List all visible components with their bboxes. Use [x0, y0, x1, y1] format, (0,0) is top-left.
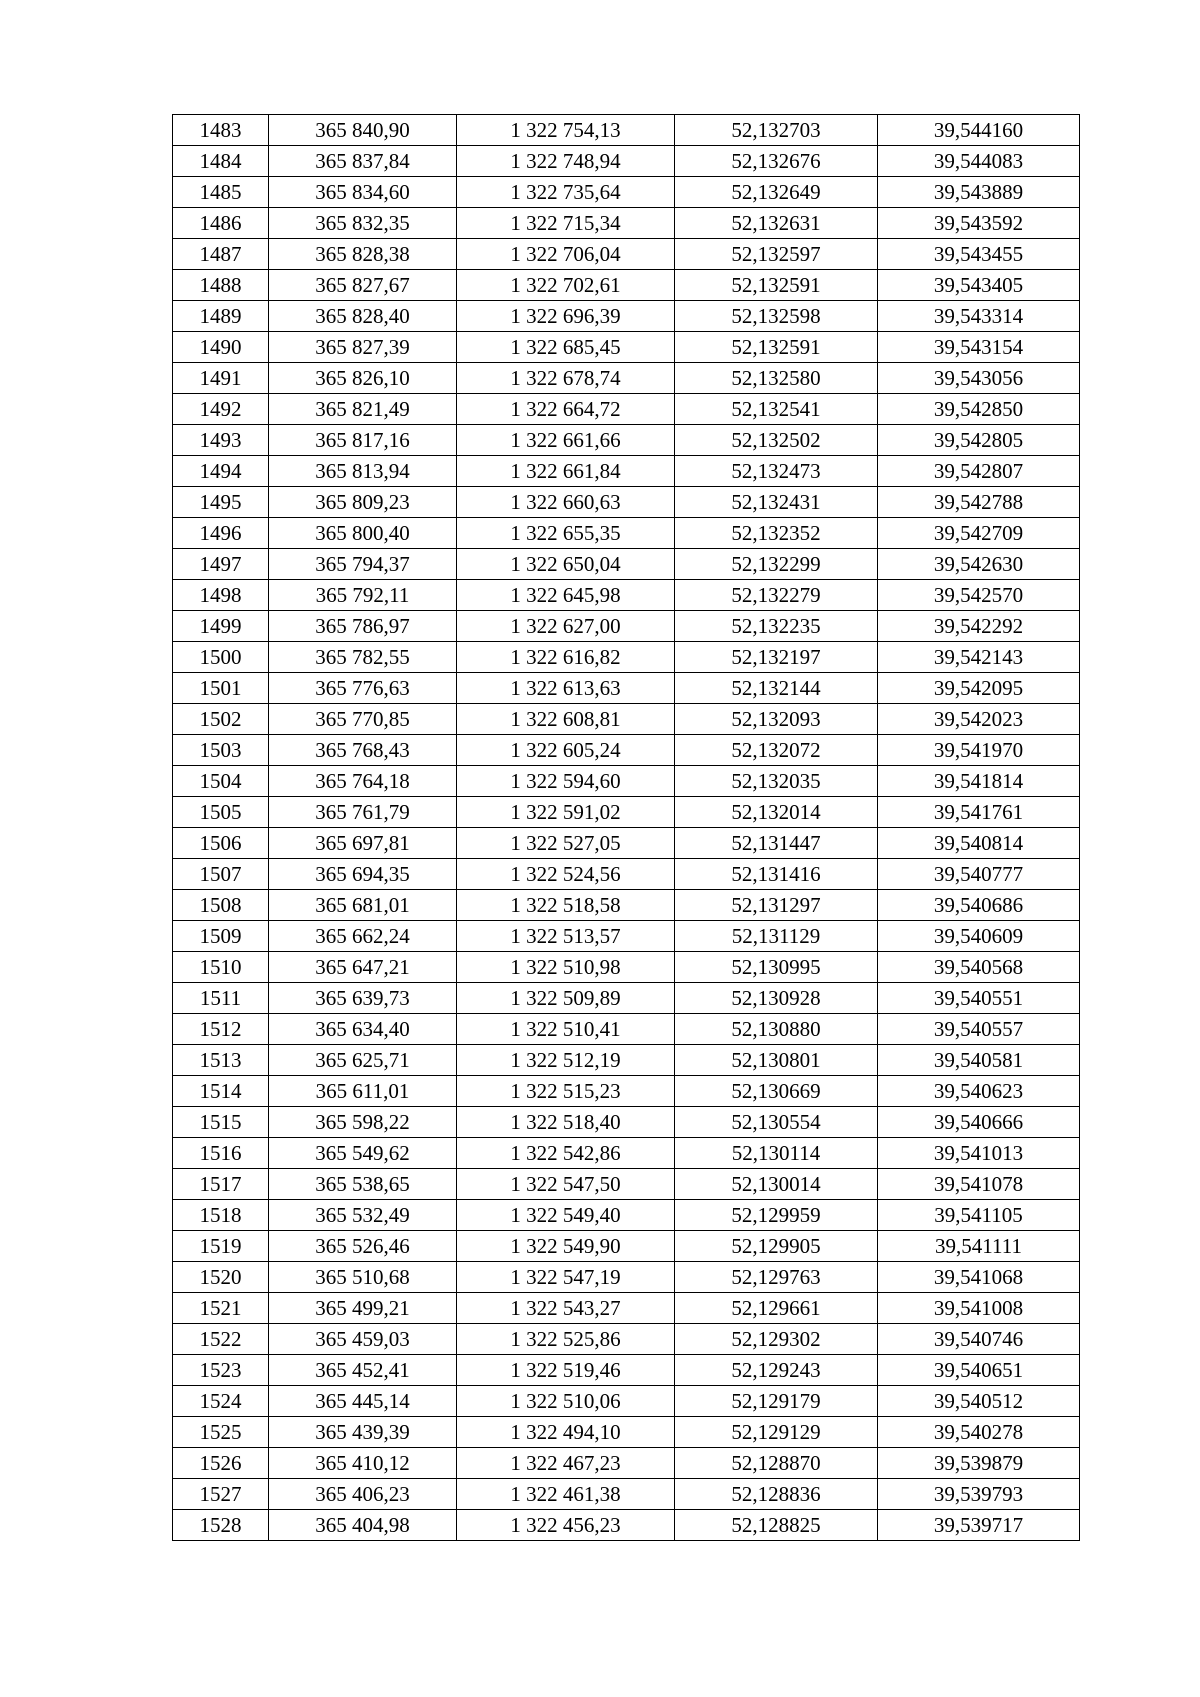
- y-coordinate-cell: 1 322 527,05: [457, 828, 675, 859]
- table-row: [173, 177, 1080, 208]
- longitude-cell: 39,540557: [878, 1014, 1080, 1045]
- longitude-cell: 39,542788: [878, 487, 1080, 518]
- y-coordinate-cell: 1 322 542,86: [457, 1138, 675, 1169]
- y-coordinate-cell: 1 322 608,81: [457, 704, 675, 735]
- longitude-cell: 39,540568: [878, 952, 1080, 983]
- longitude-cell: 39,540623: [878, 1076, 1080, 1107]
- latitude-cell: 52,129905: [675, 1231, 878, 1262]
- longitude-cell: 39,540512: [878, 1386, 1080, 1417]
- longitude-cell: 39,542850: [878, 394, 1080, 425]
- x-coordinate-cell: 365 813,94: [269, 456, 457, 487]
- x-coordinate-cell: 365 549,62: [269, 1138, 457, 1169]
- y-coordinate-cell: 1 322 513,57: [457, 921, 675, 952]
- y-coordinate-cell: 1 322 696,39: [457, 301, 675, 332]
- point-number-cell: 1507: [173, 859, 269, 890]
- y-coordinate-cell: 1 322 518,58: [457, 890, 675, 921]
- point-number-cell: 1483: [173, 115, 269, 146]
- longitude-cell: 39,543592: [878, 208, 1080, 239]
- y-coordinate-cell: 1 322 655,35: [457, 518, 675, 549]
- y-coordinate-cell: 1 322 525,86: [457, 1324, 675, 1355]
- longitude-cell: 39,540581: [878, 1045, 1080, 1076]
- x-coordinate-cell: 365 761,79: [269, 797, 457, 828]
- table-row: [173, 456, 1080, 487]
- table-row: [173, 239, 1080, 270]
- table-row: [173, 1448, 1080, 1479]
- y-coordinate-cell: 1 322 650,04: [457, 549, 675, 580]
- point-number-cell: 1488: [173, 270, 269, 301]
- table-row: [173, 487, 1080, 518]
- longitude-cell: 39,541814: [878, 766, 1080, 797]
- latitude-cell: 52,130669: [675, 1076, 878, 1107]
- point-number-cell: 1492: [173, 394, 269, 425]
- latitude-cell: 52,131129: [675, 921, 878, 952]
- table-row: [173, 301, 1080, 332]
- latitude-cell: 52,131447: [675, 828, 878, 859]
- point-number-cell: 1513: [173, 1045, 269, 1076]
- point-number-cell: 1512: [173, 1014, 269, 1045]
- point-number-cell: 1504: [173, 766, 269, 797]
- x-coordinate-cell: 365 406,23: [269, 1479, 457, 1510]
- latitude-cell: 52,129302: [675, 1324, 878, 1355]
- y-coordinate-cell: 1 322 543,27: [457, 1293, 675, 1324]
- y-coordinate-cell: 1 322 512,19: [457, 1045, 675, 1076]
- x-coordinate-cell: 365 770,85: [269, 704, 457, 735]
- x-coordinate-cell: 365 510,68: [269, 1262, 457, 1293]
- latitude-cell: 52,132144: [675, 673, 878, 704]
- table-row: [173, 580, 1080, 611]
- table-row: [173, 1262, 1080, 1293]
- longitude-cell: 39,540551: [878, 983, 1080, 1014]
- table-row: [173, 704, 1080, 735]
- longitude-cell: 39,541078: [878, 1169, 1080, 1200]
- x-coordinate-cell: 365 840,90: [269, 115, 457, 146]
- longitude-cell: 39,540609: [878, 921, 1080, 952]
- x-coordinate-cell: 365 786,97: [269, 611, 457, 642]
- point-number-cell: 1487: [173, 239, 269, 270]
- table-row: [173, 766, 1080, 797]
- point-number-cell: 1490: [173, 332, 269, 363]
- longitude-cell: 39,541761: [878, 797, 1080, 828]
- x-coordinate-cell: 365 445,14: [269, 1386, 457, 1417]
- table-row: [173, 394, 1080, 425]
- latitude-cell: 52,132597: [675, 239, 878, 270]
- point-number-cell: 1517: [173, 1169, 269, 1200]
- y-coordinate-cell: 1 322 515,23: [457, 1076, 675, 1107]
- latitude-cell: 52,132598: [675, 301, 878, 332]
- y-coordinate-cell: 1 322 748,94: [457, 146, 675, 177]
- y-coordinate-cell: 1 322 678,74: [457, 363, 675, 394]
- latitude-cell: 52,130995: [675, 952, 878, 983]
- y-coordinate-cell: 1 322 549,90: [457, 1231, 675, 1262]
- longitude-cell: 39,544083: [878, 146, 1080, 177]
- x-coordinate-cell: 365 800,40: [269, 518, 457, 549]
- latitude-cell: 52,130014: [675, 1169, 878, 1200]
- table-row: [173, 146, 1080, 177]
- latitude-cell: 52,132703: [675, 115, 878, 146]
- point-number-cell: 1516: [173, 1138, 269, 1169]
- longitude-cell: 39,542292: [878, 611, 1080, 642]
- point-number-cell: 1528: [173, 1510, 269, 1541]
- latitude-cell: 52,129661: [675, 1293, 878, 1324]
- longitude-cell: 39,542143: [878, 642, 1080, 673]
- latitude-cell: 52,132591: [675, 270, 878, 301]
- x-coordinate-cell: 365 681,01: [269, 890, 457, 921]
- longitude-cell: 39,541068: [878, 1262, 1080, 1293]
- table-row: [173, 1169, 1080, 1200]
- x-coordinate-cell: 365 598,22: [269, 1107, 457, 1138]
- longitude-cell: 39,543455: [878, 239, 1080, 270]
- point-number-cell: 1491: [173, 363, 269, 394]
- point-number-cell: 1522: [173, 1324, 269, 1355]
- x-coordinate-cell: 365 499,21: [269, 1293, 457, 1324]
- point-number-cell: 1501: [173, 673, 269, 704]
- x-coordinate-cell: 365 410,12: [269, 1448, 457, 1479]
- longitude-cell: 39,540814: [878, 828, 1080, 859]
- y-coordinate-cell: 1 322 664,72: [457, 394, 675, 425]
- point-number-cell: 1527: [173, 1479, 269, 1510]
- table-row: [173, 1510, 1080, 1541]
- point-number-cell: 1524: [173, 1386, 269, 1417]
- latitude-cell: 52,132676: [675, 146, 878, 177]
- point-number-cell: 1506: [173, 828, 269, 859]
- point-number-cell: 1499: [173, 611, 269, 642]
- y-coordinate-cell: 1 322 735,64: [457, 177, 675, 208]
- latitude-cell: 52,132093: [675, 704, 878, 735]
- latitude-cell: 52,132072: [675, 735, 878, 766]
- y-coordinate-cell: 1 322 594,60: [457, 766, 675, 797]
- longitude-cell: 39,539717: [878, 1510, 1080, 1541]
- point-number-cell: 1518: [173, 1200, 269, 1231]
- longitude-cell: 39,542023: [878, 704, 1080, 735]
- table-row: [173, 1355, 1080, 1386]
- y-coordinate-cell: 1 322 706,04: [457, 239, 675, 270]
- point-number-cell: 1500: [173, 642, 269, 673]
- point-number-cell: 1509: [173, 921, 269, 952]
- longitude-cell: 39,540746: [878, 1324, 1080, 1355]
- x-coordinate-cell: 365 697,81: [269, 828, 457, 859]
- point-number-cell: 1521: [173, 1293, 269, 1324]
- table-row: [173, 1231, 1080, 1262]
- longitude-cell: 39,540666: [878, 1107, 1080, 1138]
- point-number-cell: 1494: [173, 456, 269, 487]
- table-row: [173, 549, 1080, 580]
- point-number-cell: 1486: [173, 208, 269, 239]
- x-coordinate-cell: 365 809,23: [269, 487, 457, 518]
- point-number-cell: 1484: [173, 146, 269, 177]
- y-coordinate-cell: 1 322 519,46: [457, 1355, 675, 1386]
- table-row: [173, 1417, 1080, 1448]
- table-row: [173, 115, 1080, 146]
- y-coordinate-cell: 1 322 510,41: [457, 1014, 675, 1045]
- latitude-cell: 52,129129: [675, 1417, 878, 1448]
- latitude-cell: 52,132299: [675, 549, 878, 580]
- latitude-cell: 52,128870: [675, 1448, 878, 1479]
- table-row: [173, 363, 1080, 394]
- latitude-cell: 52,130928: [675, 983, 878, 1014]
- table-row: [173, 673, 1080, 704]
- table-row: [173, 859, 1080, 890]
- longitude-cell: 39,542807: [878, 456, 1080, 487]
- x-coordinate-cell: 365 782,55: [269, 642, 457, 673]
- longitude-cell: 39,543314: [878, 301, 1080, 332]
- latitude-cell: 52,132473: [675, 456, 878, 487]
- x-coordinate-cell: 365 826,10: [269, 363, 457, 394]
- x-coordinate-cell: 365 827,39: [269, 332, 457, 363]
- latitude-cell: 52,132014: [675, 797, 878, 828]
- y-coordinate-cell: 1 322 645,98: [457, 580, 675, 611]
- y-coordinate-cell: 1 322 754,13: [457, 115, 675, 146]
- y-coordinate-cell: 1 322 616,82: [457, 642, 675, 673]
- x-coordinate-cell: 365 634,40: [269, 1014, 457, 1045]
- longitude-cell: 39,540278: [878, 1417, 1080, 1448]
- latitude-cell: 52,132502: [675, 425, 878, 456]
- x-coordinate-cell: 365 837,84: [269, 146, 457, 177]
- table-row: [173, 921, 1080, 952]
- y-coordinate-cell: 1 322 456,23: [457, 1510, 675, 1541]
- table-row: [173, 735, 1080, 766]
- longitude-cell: 39,541008: [878, 1293, 1080, 1324]
- longitude-cell: 39,542630: [878, 549, 1080, 580]
- y-coordinate-cell: 1 322 685,45: [457, 332, 675, 363]
- longitude-cell: 39,540686: [878, 890, 1080, 921]
- longitude-cell: 39,541013: [878, 1138, 1080, 1169]
- table-row: [173, 1138, 1080, 1169]
- table-row: [173, 1076, 1080, 1107]
- longitude-cell: 39,540777: [878, 859, 1080, 890]
- latitude-cell: 52,128825: [675, 1510, 878, 1541]
- table-row: [173, 1200, 1080, 1231]
- point-number-cell: 1511: [173, 983, 269, 1014]
- table-row: [173, 642, 1080, 673]
- point-number-cell: 1502: [173, 704, 269, 735]
- point-number-cell: 1510: [173, 952, 269, 983]
- longitude-cell: 39,540651: [878, 1355, 1080, 1386]
- table-row: [173, 1324, 1080, 1355]
- table-row: [173, 797, 1080, 828]
- point-number-cell: 1526: [173, 1448, 269, 1479]
- point-number-cell: 1496: [173, 518, 269, 549]
- latitude-cell: 52,129763: [675, 1262, 878, 1293]
- x-coordinate-cell: 365 764,18: [269, 766, 457, 797]
- point-number-cell: 1515: [173, 1107, 269, 1138]
- latitude-cell: 52,132580: [675, 363, 878, 394]
- table-row: [173, 828, 1080, 859]
- x-coordinate-cell: 365 832,35: [269, 208, 457, 239]
- longitude-cell: 39,541105: [878, 1200, 1080, 1231]
- y-coordinate-cell: 1 322 461,38: [457, 1479, 675, 1510]
- y-coordinate-cell: 1 322 591,02: [457, 797, 675, 828]
- y-coordinate-cell: 1 322 660,63: [457, 487, 675, 518]
- table-row: [173, 270, 1080, 301]
- table-row: [173, 952, 1080, 983]
- y-coordinate-cell: 1 322 518,40: [457, 1107, 675, 1138]
- point-number-cell: 1489: [173, 301, 269, 332]
- y-coordinate-cell: 1 322 524,56: [457, 859, 675, 890]
- latitude-cell: 52,132352: [675, 518, 878, 549]
- y-coordinate-cell: 1 322 467,23: [457, 1448, 675, 1479]
- latitude-cell: 52,132631: [675, 208, 878, 239]
- x-coordinate-cell: 365 776,63: [269, 673, 457, 704]
- table-row: [173, 983, 1080, 1014]
- x-coordinate-cell: 365 639,73: [269, 983, 457, 1014]
- table-row: [173, 1045, 1080, 1076]
- point-number-cell: 1497: [173, 549, 269, 580]
- y-coordinate-cell: 1 322 715,34: [457, 208, 675, 239]
- x-coordinate-cell: 365 768,43: [269, 735, 457, 766]
- latitude-cell: 52,132035: [675, 766, 878, 797]
- y-coordinate-cell: 1 322 510,98: [457, 952, 675, 983]
- latitude-cell: 52,132235: [675, 611, 878, 642]
- x-coordinate-cell: 365 834,60: [269, 177, 457, 208]
- longitude-cell: 39,543154: [878, 332, 1080, 363]
- y-coordinate-cell: 1 322 547,19: [457, 1262, 675, 1293]
- table-row: [173, 518, 1080, 549]
- table-row: [173, 611, 1080, 642]
- latitude-cell: 52,130880: [675, 1014, 878, 1045]
- table-row: [173, 890, 1080, 921]
- y-coordinate-cell: 1 322 547,50: [457, 1169, 675, 1200]
- point-number-cell: 1498: [173, 580, 269, 611]
- point-number-cell: 1495: [173, 487, 269, 518]
- latitude-cell: 52,128836: [675, 1479, 878, 1510]
- table-row: [173, 1107, 1080, 1138]
- latitude-cell: 52,132197: [675, 642, 878, 673]
- point-number-cell: 1485: [173, 177, 269, 208]
- latitude-cell: 52,132431: [675, 487, 878, 518]
- latitude-cell: 52,129179: [675, 1386, 878, 1417]
- longitude-cell: 39,544160: [878, 115, 1080, 146]
- y-coordinate-cell: 1 322 509,89: [457, 983, 675, 1014]
- y-coordinate-cell: 1 322 494,10: [457, 1417, 675, 1448]
- x-coordinate-cell: 365 828,40: [269, 301, 457, 332]
- x-coordinate-cell: 365 526,46: [269, 1231, 457, 1262]
- table-row: [173, 1479, 1080, 1510]
- longitude-cell: 39,542570: [878, 580, 1080, 611]
- x-coordinate-cell: 365 828,38: [269, 239, 457, 270]
- y-coordinate-cell: 1 322 661,84: [457, 456, 675, 487]
- x-coordinate-cell: 365 625,71: [269, 1045, 457, 1076]
- y-coordinate-cell: 1 322 605,24: [457, 735, 675, 766]
- x-coordinate-cell: 365 538,65: [269, 1169, 457, 1200]
- point-number-cell: 1523: [173, 1355, 269, 1386]
- x-coordinate-cell: 365 532,49: [269, 1200, 457, 1231]
- latitude-cell: 52,132649: [675, 177, 878, 208]
- y-coordinate-cell: 1 322 661,66: [457, 425, 675, 456]
- coordinates-table: [172, 114, 1080, 1541]
- y-coordinate-cell: 1 322 510,06: [457, 1386, 675, 1417]
- latitude-cell: 52,131297: [675, 890, 878, 921]
- table-row: [173, 332, 1080, 363]
- point-number-cell: 1520: [173, 1262, 269, 1293]
- x-coordinate-cell: 365 694,35: [269, 859, 457, 890]
- point-number-cell: 1505: [173, 797, 269, 828]
- table-row: [173, 425, 1080, 456]
- point-number-cell: 1519: [173, 1231, 269, 1262]
- point-number-cell: 1503: [173, 735, 269, 766]
- latitude-cell: 52,132591: [675, 332, 878, 363]
- x-coordinate-cell: 365 794,37: [269, 549, 457, 580]
- longitude-cell: 39,541111: [878, 1231, 1080, 1262]
- coordinates-table-body: [173, 115, 1080, 1541]
- latitude-cell: 52,130114: [675, 1138, 878, 1169]
- y-coordinate-cell: 1 322 549,40: [457, 1200, 675, 1231]
- longitude-cell: 39,542805: [878, 425, 1080, 456]
- longitude-cell: 39,539879: [878, 1448, 1080, 1479]
- x-coordinate-cell: 365 611,01: [269, 1076, 457, 1107]
- longitude-cell: 39,543405: [878, 270, 1080, 301]
- x-coordinate-cell: 365 647,21: [269, 952, 457, 983]
- y-coordinate-cell: 1 322 613,63: [457, 673, 675, 704]
- table-row: [173, 1386, 1080, 1417]
- x-coordinate-cell: 365 404,98: [269, 1510, 457, 1541]
- x-coordinate-cell: 365 452,41: [269, 1355, 457, 1386]
- x-coordinate-cell: 365 817,16: [269, 425, 457, 456]
- longitude-cell: 39,539793: [878, 1479, 1080, 1510]
- point-number-cell: 1525: [173, 1417, 269, 1448]
- table-row: [173, 1293, 1080, 1324]
- latitude-cell: 52,130801: [675, 1045, 878, 1076]
- y-coordinate-cell: 1 322 627,00: [457, 611, 675, 642]
- x-coordinate-cell: 365 827,67: [269, 270, 457, 301]
- longitude-cell: 39,543889: [878, 177, 1080, 208]
- x-coordinate-cell: 365 439,39: [269, 1417, 457, 1448]
- table-row: [173, 1014, 1080, 1045]
- x-coordinate-cell: 365 792,11: [269, 580, 457, 611]
- point-number-cell: 1514: [173, 1076, 269, 1107]
- latitude-cell: 52,131416: [675, 859, 878, 890]
- x-coordinate-cell: 365 821,49: [269, 394, 457, 425]
- latitude-cell: 52,132541: [675, 394, 878, 425]
- x-coordinate-cell: 365 459,03: [269, 1324, 457, 1355]
- latitude-cell: 52,129243: [675, 1355, 878, 1386]
- point-number-cell: 1508: [173, 890, 269, 921]
- latitude-cell: 52,132279: [675, 580, 878, 611]
- longitude-cell: 39,542709: [878, 518, 1080, 549]
- point-number-cell: 1493: [173, 425, 269, 456]
- longitude-cell: 39,543056: [878, 363, 1080, 394]
- latitude-cell: 52,130554: [675, 1107, 878, 1138]
- longitude-cell: 39,542095: [878, 673, 1080, 704]
- latitude-cell: 52,129959: [675, 1200, 878, 1231]
- y-coordinate-cell: 1 322 702,61: [457, 270, 675, 301]
- x-coordinate-cell: 365 662,24: [269, 921, 457, 952]
- table-row: [173, 208, 1080, 239]
- longitude-cell: 39,541970: [878, 735, 1080, 766]
